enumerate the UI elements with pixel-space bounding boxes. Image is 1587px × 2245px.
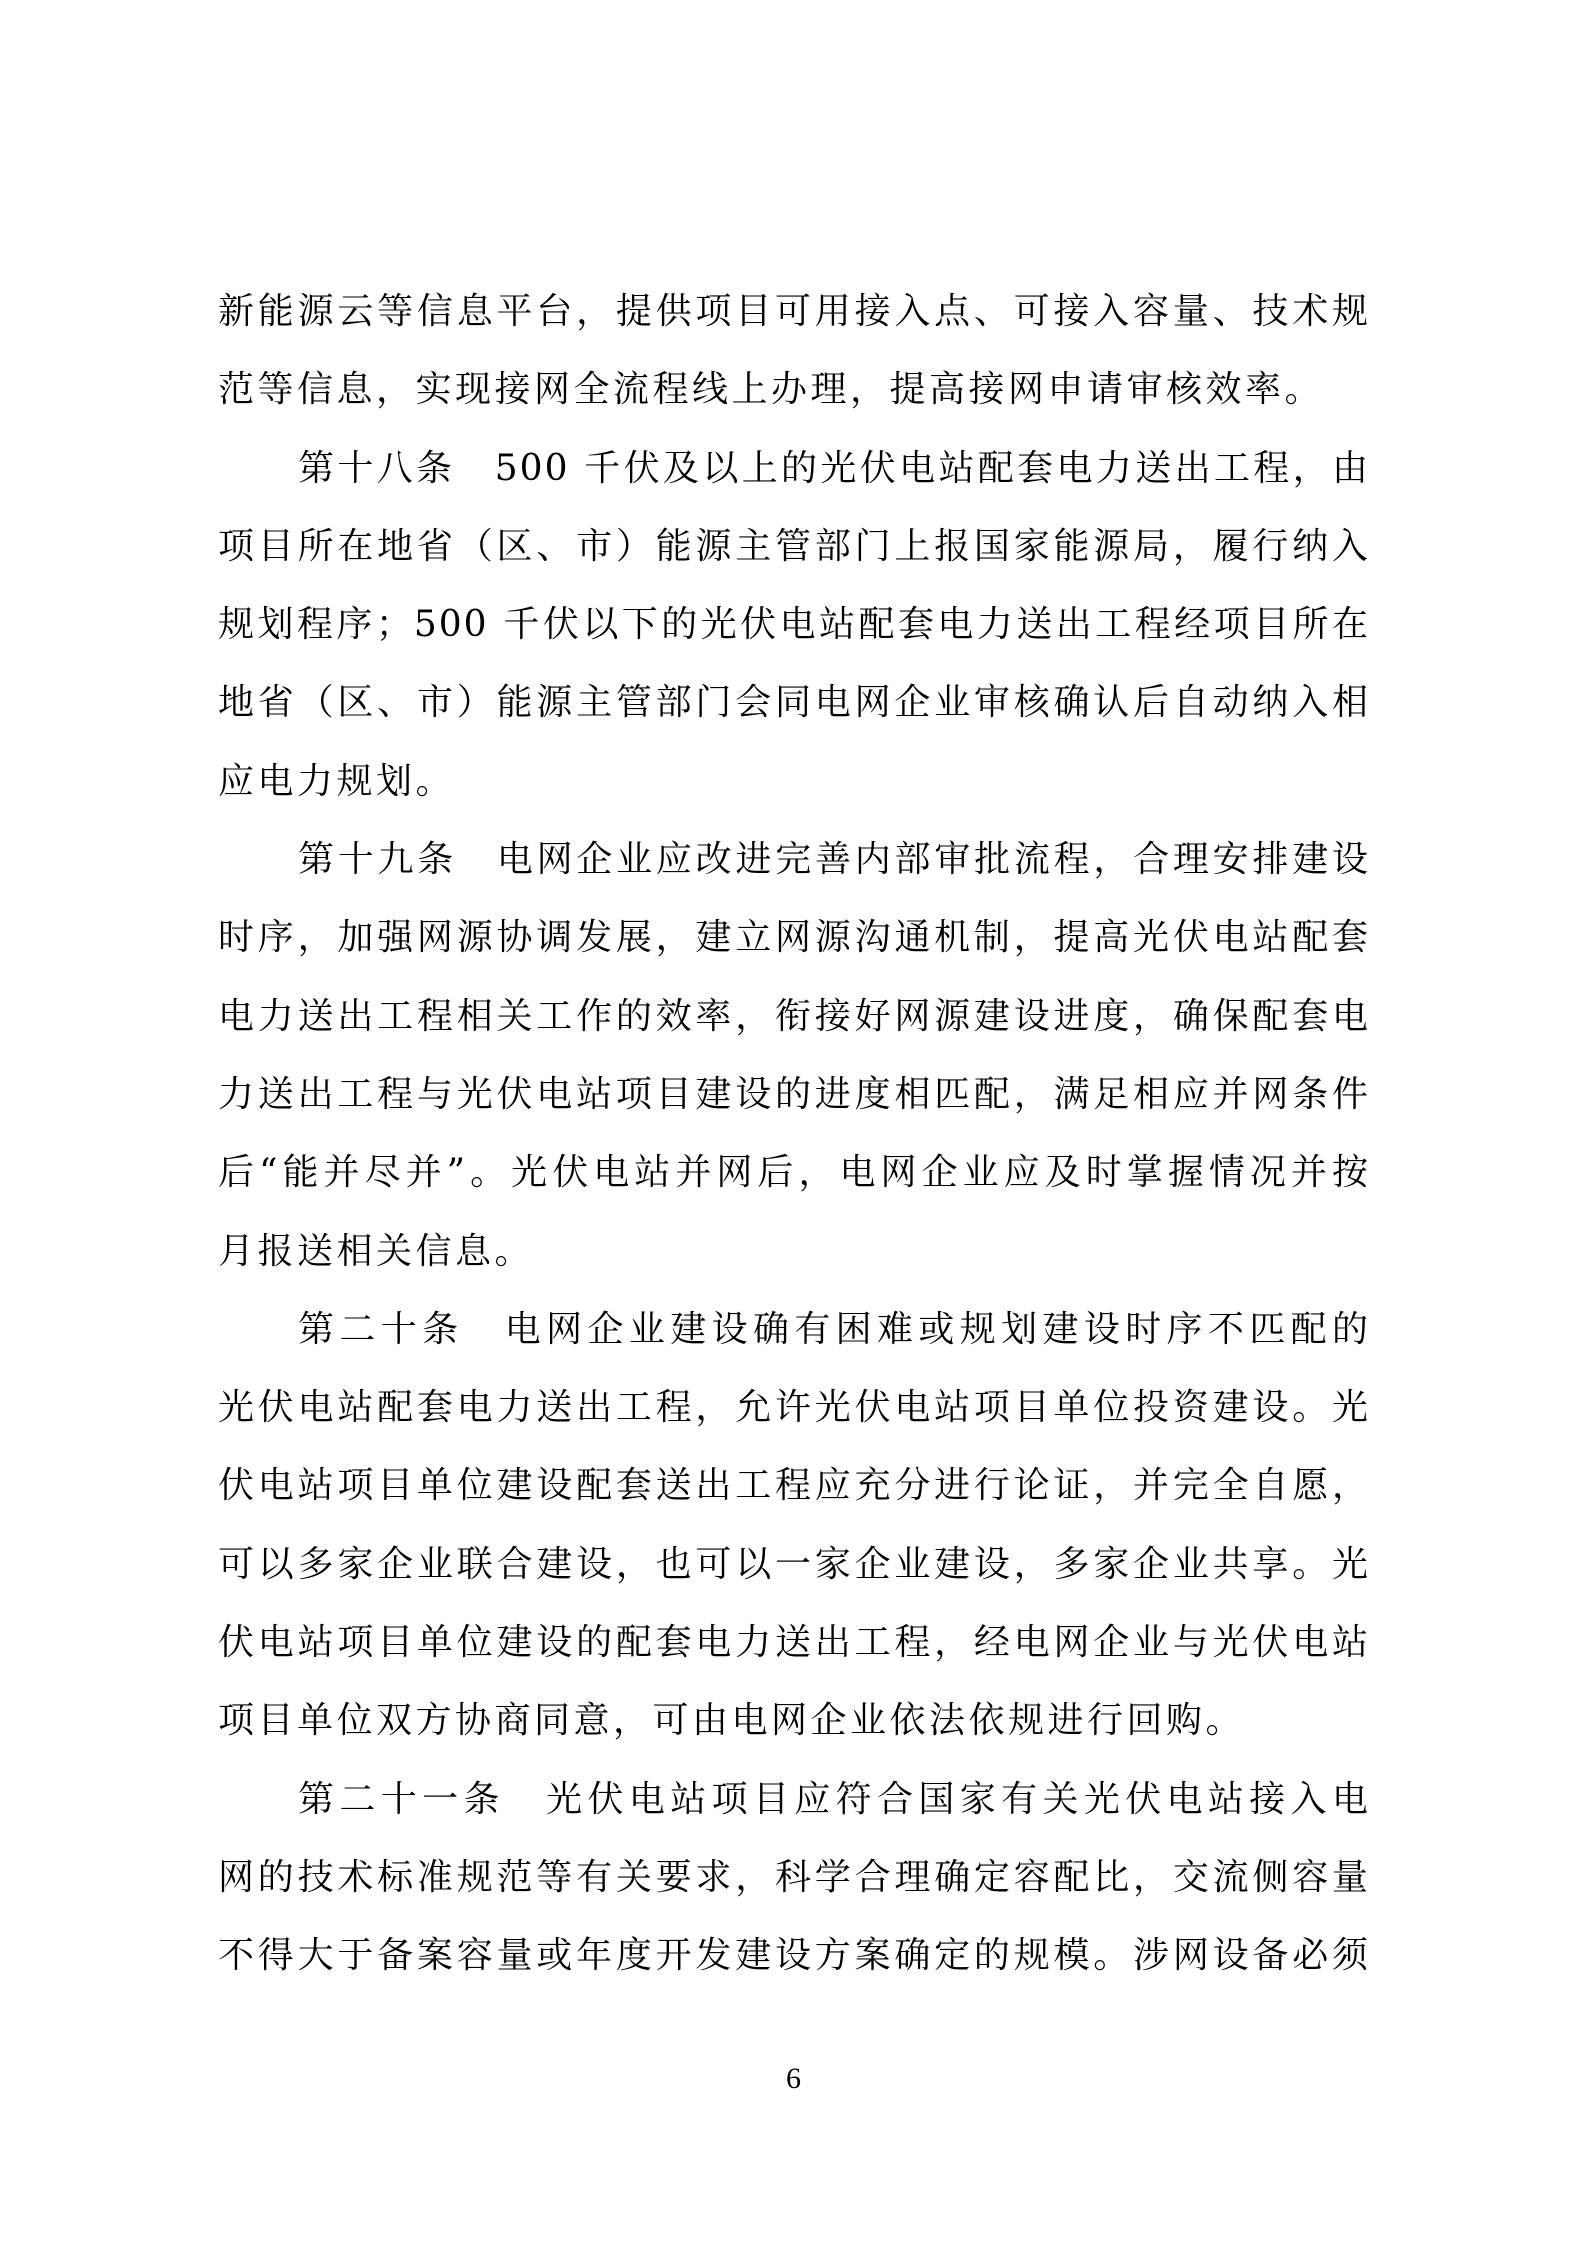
text-line: 范等信息，实现接网全流程线上办理，提高接网申请审核效率。	[218, 369, 1325, 411]
paragraph	[218, 1761, 1370, 1996]
paragraph	[218, 821, 1370, 1291]
text-line: 地省（区、市）能源主管部门会同电网企业审核确认后自动纳入相	[218, 682, 1370, 724]
text-line: 网的技术标准规范等有关要求，科学合理确定容配比，交流侧容量	[218, 1856, 1370, 1898]
text-line: 力送出工程与光伏电站项目建设的进度相匹配，满足相应并网条件	[218, 1073, 1370, 1115]
paragraph	[218, 1291, 1370, 1761]
text-line: 光伏电站配套电力送出工程，允许光伏电站项目单位投资建设。光	[218, 1387, 1370, 1429]
text-line: 电力送出工程相关工作的效率，衔接好网源建设进度，确保配套电	[218, 995, 1370, 1037]
text-line: 伏电站项目单位建设配套送出工程应充分进行论证，并完全自愿，	[218, 1465, 1370, 1507]
body-text	[218, 273, 1370, 1996]
text-line: 应电力规划。	[218, 760, 456, 802]
page-number: 6	[786, 2062, 801, 2095]
text-line: 不得大于备案容量或年度开发建设方案确定的规模。涉网设备必须	[218, 1935, 1370, 1977]
text-line: 规划程序；500 千伏以下的光伏电站配套电力送出工程经项目所在	[218, 604, 1370, 646]
text-line: 第十八条 500 千伏及以上的光伏电站配套电力送出工程，由	[298, 447, 1370, 489]
text-line: 项目所在地省（区、市）能源主管部门上报国家能源局，履行纳入	[218, 525, 1370, 567]
text-line: 项目单位双方协商同意，可由电网企业依法依规进行回购。	[218, 1700, 1246, 1742]
paragraph	[218, 273, 1370, 430]
text-line: 月报送相关信息。	[218, 1230, 535, 1272]
text-line: 时序，加强网源协调发展，建立网源沟通机制，提高光伏电站配套	[218, 917, 1370, 959]
text-line: 第十九条 电网企业应改进完善内部审批流程，合理安排建设	[298, 839, 1370, 881]
paragraph	[218, 430, 1370, 821]
text-line: 可以多家企业联合建设，也可以一家企业建设，多家企业共享。光	[218, 1543, 1370, 1585]
text-line: 新能源云等信息平台，提供项目可用接入点、可接入容量、技术规	[218, 291, 1370, 332]
text-line: 第二十一条 光伏电站项目应符合国家有关光伏电站接入电	[298, 1778, 1370, 1820]
text-line: 伏电站项目单位建设的配套电力送出工程，经电网企业与光伏电站	[218, 1622, 1370, 1664]
text-line: 后“能并尽并”。光伏电站并网后，电网企业应及时掌握情况并按	[218, 1152, 1370, 1194]
text-line: 第二十条 电网企业建设确有困难或规划建设时序不匹配的	[298, 1308, 1370, 1350]
